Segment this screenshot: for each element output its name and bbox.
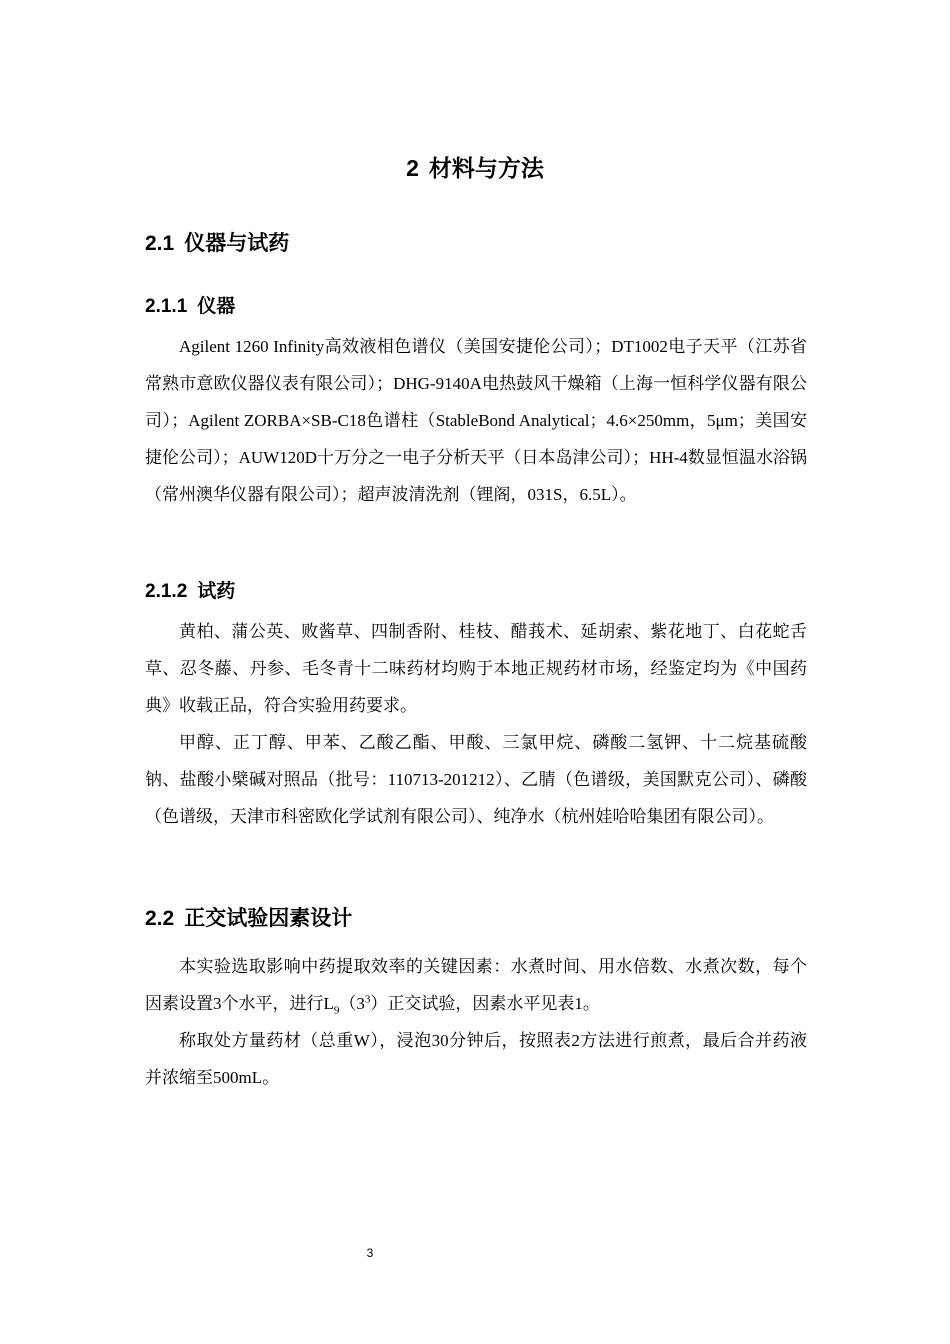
section-title: 正交试验因素设计 xyxy=(184,907,353,930)
page-number: 3 xyxy=(366,1246,374,1260)
chapter-title-text: 材料与方法 xyxy=(428,155,544,181)
section-heading-2-2 xyxy=(145,902,352,932)
section-number: 2.2 xyxy=(145,907,175,930)
design-text-b: （3 xyxy=(339,994,365,1013)
paragraph-reagents: 甲醇、正丁醇、甲苯、乙酸乙酯、甲酸、三氯甲烷、磷酸二氢钾、十二烷基硫酸钠、盐酸小檗碱对照品（批号：110713-201212）、乙腈（色谱级，美国默克公司）、磷酸（色谱级，天津市科密欧化学试剂有限公司）、纯净水（杭州娃哈哈集团有限公司）。 xyxy=(145,733,807,826)
design-text-c: ）正交试验，因素水平见表1。 xyxy=(370,994,600,1013)
chapter-title xyxy=(0,150,950,183)
paragraph-herbs: 黄柏、蒲公英、败酱草、四制香附、桂枝、醋莪术、延胡索、紫花地丁、白花蛇舌草、忍冬藤、丹参、毛冬青十二味药材均购于本地正规药材市场，经鉴定均为《中国药典》收载正品，符合实验用药要求。 xyxy=(145,622,807,715)
chapter-number: 2 xyxy=(406,155,419,181)
section-number: 2.1.2 xyxy=(145,581,188,602)
section-title: 试药 xyxy=(197,581,236,602)
section-title: 仪器与试药 xyxy=(184,232,290,255)
design-superscript: 3 xyxy=(364,993,371,1006)
section-heading-2-1 xyxy=(145,227,289,257)
design-subscript: 9 xyxy=(333,1004,340,1017)
section-title: 仪器 xyxy=(197,296,236,317)
design-text-a: 本实验选取影响中药提取效率的关键因素：水煮时间、用水倍数、水煮次数，每个因素设置3个水平，进行L xyxy=(145,957,807,1013)
paragraph-design-1 xyxy=(145,948,807,1022)
section-number: 2.1.1 xyxy=(145,296,188,317)
section-number: 2.1 xyxy=(145,232,175,255)
section-heading-2-1-1 xyxy=(145,291,235,318)
paragraph-instruments: Agilent 1260 Infinity高效液相色谱仪（美国安捷伦公司）；DT1002电子天平（江苏省常熟市意欧仪器仪表有限公司）；DHG-9140A电热鼓风干燥箱（上海一恒科学仪器有限公司）；Agilent ZORBA×SB-C18色谱柱（StableBond Analytical；4.6×250mm，5μm；美国安捷伦公司）；AUW120D十万分之一电子分析天平（日本岛津公司）；HH-4数显恒温水浴锅（常州澳华仪器有限公司）；超声波清洗剂（锂阁，031S，6.5L）。 xyxy=(145,337,807,504)
paragraph-design-2: 称取处方量药材（总重W），浸泡30分钟后，按照表2方法进行煎煮，最后合并药液并浓缩至500mL。 xyxy=(145,1031,807,1087)
section-heading-2-1-2 xyxy=(145,576,235,603)
